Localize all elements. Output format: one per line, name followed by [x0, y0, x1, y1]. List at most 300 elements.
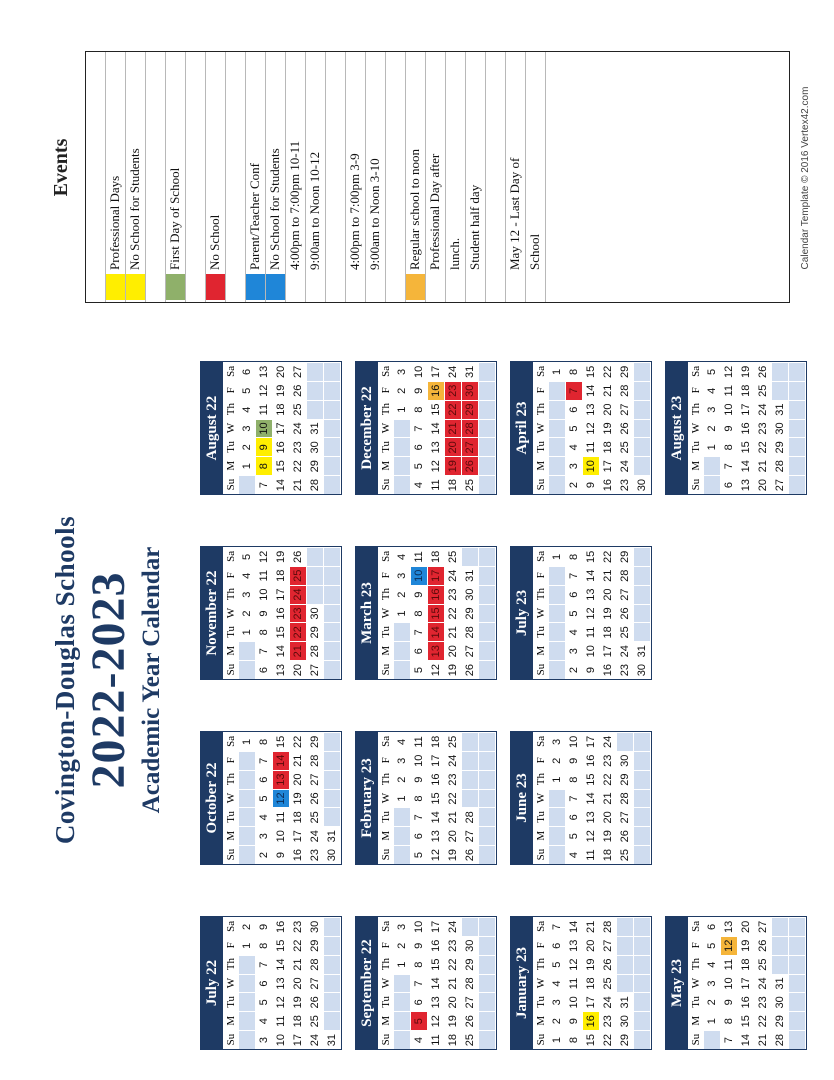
- empty-day-cell: [479, 732, 496, 751]
- day-cell: 7: [721, 456, 738, 475]
- weekday-label: Tu: [535, 995, 547, 1008]
- empty-day-cell: [462, 917, 479, 936]
- empty-day-cell: [634, 456, 651, 475]
- day-cell: 25: [617, 622, 634, 641]
- day-cell: 9: [411, 585, 428, 604]
- empty-day-cell: [549, 456, 566, 475]
- empty-day-cell: [239, 751, 256, 770]
- day-cell: 11: [428, 1030, 445, 1049]
- empty-day-cell: [479, 622, 496, 641]
- day-cell: 12: [721, 936, 738, 955]
- empty-day-cell: [394, 1011, 411, 1030]
- day-cell: 26: [617, 604, 634, 623]
- month-calendar: [510, 546, 652, 680]
- weekday-label: Th: [690, 958, 702, 971]
- empty-day-cell: [549, 622, 566, 641]
- day-cell: 24: [600, 992, 617, 1011]
- event-row: [366, 52, 386, 302]
- empty-day-cell: [549, 660, 566, 679]
- empty-day-cell: [772, 936, 789, 955]
- day-cell: 11: [428, 475, 445, 494]
- day-cell: 4: [411, 475, 428, 494]
- day-cell: 24: [445, 751, 462, 770]
- weekday-label: Tu: [535, 810, 547, 823]
- day-cell: 21: [445, 419, 462, 438]
- event-label: First Day of School: [167, 167, 182, 270]
- empty-day-cell: [239, 660, 256, 679]
- day-cell: 25: [307, 807, 324, 826]
- event-row: [126, 52, 146, 302]
- day-cell: 14: [583, 381, 600, 400]
- day-cell: 9: [256, 917, 273, 936]
- empty-day-cell: [479, 547, 496, 566]
- empty-day-cell: [634, 381, 651, 400]
- day-cell: 21: [290, 641, 307, 660]
- empty-day-cell: [394, 641, 411, 660]
- empty-day-cell: [324, 660, 341, 679]
- empty-day-cell: [462, 547, 479, 566]
- day-cell: 1: [549, 547, 566, 566]
- weekday-label: F: [380, 572, 392, 579]
- weekday-label: Th: [535, 773, 547, 786]
- day-cell: 29: [462, 955, 479, 974]
- day-cell: 3: [256, 1030, 273, 1049]
- day-cell: 29: [462, 604, 479, 623]
- event-label: 9:00am to Noon 3-10: [367, 158, 382, 270]
- day-cell: 30: [307, 917, 324, 936]
- day-cell: 20: [445, 826, 462, 845]
- day-cell: 28: [462, 807, 479, 826]
- day-cell: 3: [239, 419, 256, 438]
- day-cell: 8: [411, 955, 428, 974]
- day-cell: 10: [721, 400, 738, 419]
- month-calendar: [665, 916, 807, 1050]
- empty-day-cell: [479, 1011, 496, 1030]
- day-cell: 12: [428, 456, 445, 475]
- week-row: [290, 917, 307, 1049]
- month-title: September 22: [356, 917, 378, 1049]
- day-cell: 23: [445, 770, 462, 789]
- day-cell: 17: [600, 641, 617, 660]
- day-cell: 23: [445, 936, 462, 955]
- day-cell: 10: [256, 585, 273, 604]
- empty-day-cell: [324, 732, 341, 751]
- weekday-label: W: [225, 792, 237, 804]
- event-row: [146, 52, 166, 302]
- empty-day-cell: [479, 362, 496, 381]
- day-cell: 19: [583, 955, 600, 974]
- day-cell: 11: [583, 622, 600, 641]
- day-cell: 29: [617, 1030, 634, 1049]
- empty-day-cell: [324, 585, 341, 604]
- day-cell: 18: [738, 381, 755, 400]
- empty-day-cell: [479, 974, 496, 993]
- day-cell: 15: [583, 547, 600, 566]
- day-cell: 12: [256, 547, 273, 566]
- empty-day-cell: [549, 475, 566, 494]
- weekday-label: Su: [225, 848, 237, 861]
- empty-day-cell: [324, 1011, 341, 1030]
- month-title: February 23: [356, 732, 378, 864]
- week-row: [634, 547, 651, 679]
- day-cell: 21: [755, 1030, 772, 1049]
- day-cell: 10: [566, 992, 583, 1011]
- month-calendar: [200, 361, 342, 495]
- event-row: [106, 52, 126, 302]
- empty-day-cell: [394, 1030, 411, 1049]
- event-row: [486, 52, 506, 302]
- day-cell: 21: [600, 381, 617, 400]
- day-cell: 29: [617, 362, 634, 381]
- empty-day-cell: [479, 660, 496, 679]
- day-cell: 22: [290, 456, 307, 475]
- day-cell: 26: [462, 845, 479, 864]
- week-row: [617, 732, 634, 864]
- weekday-label: M: [225, 460, 237, 471]
- day-cell: 30: [307, 437, 324, 456]
- empty-day-cell: [324, 604, 341, 623]
- week-row: [704, 362, 721, 494]
- day-cell: 26: [755, 362, 772, 381]
- week-row: [307, 362, 324, 494]
- empty-day-cell: [479, 437, 496, 456]
- day-cell: 16: [273, 437, 290, 456]
- week-row: [721, 362, 738, 494]
- empty-day-cell: [634, 992, 651, 1011]
- empty-day-cell: [324, 992, 341, 1011]
- day-cell: 6: [256, 770, 273, 789]
- week-row: [239, 547, 256, 679]
- empty-day-cell: [549, 585, 566, 604]
- week-row: [428, 547, 445, 679]
- day-cell: 19: [273, 381, 290, 400]
- month-calendar: [355, 731, 497, 865]
- event-row: [346, 52, 366, 302]
- day-cell: 19: [738, 936, 755, 955]
- empty-day-cell: [239, 992, 256, 1011]
- day-cell: 3: [549, 992, 566, 1011]
- event-color-swatch: [206, 274, 225, 300]
- week-row: [772, 362, 789, 494]
- week-row: [256, 917, 273, 1049]
- day-cell: 14: [428, 419, 445, 438]
- event-row: [226, 52, 246, 302]
- empty-day-cell: [634, 751, 651, 770]
- day-cell: 17: [738, 400, 755, 419]
- day-cell: 20: [600, 585, 617, 604]
- day-cell: 14: [583, 566, 600, 585]
- weekday-label: W: [535, 977, 547, 989]
- week-row: [583, 917, 600, 1049]
- day-cell: 25: [755, 955, 772, 974]
- day-cell: 15: [273, 456, 290, 475]
- event-row: [466, 52, 486, 302]
- day-cell: 9: [411, 770, 428, 789]
- day-cell: 5: [411, 660, 428, 679]
- day-cell: 6: [256, 660, 273, 679]
- empty-day-cell: [324, 955, 341, 974]
- title-block: [50, 300, 166, 1060]
- day-cell: 7: [566, 789, 583, 808]
- day-cell: 16: [583, 751, 600, 770]
- week-row: [704, 917, 721, 1049]
- day-cell: 23: [307, 845, 324, 864]
- empty-day-cell: [394, 419, 411, 438]
- day-cell: 28: [462, 622, 479, 641]
- day-cell: 29: [307, 622, 324, 641]
- empty-day-cell: [394, 826, 411, 845]
- day-cell: 17: [273, 585, 290, 604]
- weekday-label: Th: [535, 403, 547, 416]
- day-cell: 13: [256, 362, 273, 381]
- day-cell: 1: [704, 1011, 721, 1030]
- weekday-label: M: [225, 830, 237, 841]
- empty-day-cell: [462, 789, 479, 808]
- day-cell: 28: [307, 751, 324, 770]
- day-cell: 8: [256, 622, 273, 641]
- day-cell: 19: [600, 826, 617, 845]
- day-cell: 27: [307, 770, 324, 789]
- month-calendar: [355, 916, 497, 1050]
- event-row: [186, 52, 206, 302]
- empty-day-cell: [307, 585, 324, 604]
- day-cell: 13: [721, 917, 738, 936]
- weekday-label: M: [535, 830, 547, 841]
- empty-day-cell: [479, 1030, 496, 1049]
- empty-day-cell: [549, 381, 566, 400]
- day-cell: 26: [462, 1011, 479, 1030]
- day-cell: 10: [566, 732, 583, 751]
- day-cell: 11: [256, 566, 273, 585]
- week-row: [394, 917, 411, 1049]
- month-calendar: [510, 731, 652, 865]
- weekday-header: [533, 547, 549, 679]
- day-cell: 28: [617, 566, 634, 585]
- event-label: Regular school to noon: [407, 149, 422, 270]
- day-cell: 10: [411, 917, 428, 936]
- day-cell: 17: [428, 566, 445, 585]
- week-row: [462, 732, 479, 864]
- day-cell: 3: [566, 456, 583, 475]
- empty-day-cell: [462, 732, 479, 751]
- day-cell: 24: [755, 400, 772, 419]
- day-cell: 12: [721, 362, 738, 381]
- empty-day-cell: [479, 381, 496, 400]
- weekday-label: Tu: [225, 995, 237, 1008]
- day-cell: 16: [428, 770, 445, 789]
- day-cell: 21: [290, 475, 307, 494]
- event-color-swatch: [246, 274, 265, 300]
- weekday-label: Th: [535, 588, 547, 601]
- empty-day-cell: [789, 419, 806, 438]
- day-cell: 4: [704, 955, 721, 974]
- empty-day-cell: [634, 547, 651, 566]
- day-cell: 12: [273, 789, 290, 808]
- day-cell: 7: [411, 622, 428, 641]
- empty-day-cell: [549, 566, 566, 585]
- day-cell: 22: [600, 362, 617, 381]
- day-cell: 2: [566, 660, 583, 679]
- day-cell: 30: [634, 475, 651, 494]
- empty-day-cell: [704, 456, 721, 475]
- empty-day-cell: [772, 381, 789, 400]
- day-cell: 4: [394, 732, 411, 751]
- day-cell: 20: [290, 974, 307, 993]
- day-cell: 21: [600, 789, 617, 808]
- empty-day-cell: [634, 1011, 651, 1030]
- empty-day-cell: [634, 807, 651, 826]
- week-row: [428, 732, 445, 864]
- day-cell: 22: [445, 400, 462, 419]
- event-row: [266, 52, 286, 302]
- week-row: [479, 917, 496, 1049]
- day-cell: 4: [704, 381, 721, 400]
- weekday-label: Th: [690, 403, 702, 416]
- week-row: [462, 547, 479, 679]
- day-cell: 19: [600, 419, 617, 438]
- day-cell: 15: [738, 437, 755, 456]
- day-cell: 9: [721, 419, 738, 438]
- weekday-label: M: [380, 645, 392, 656]
- day-cell: 4: [239, 400, 256, 419]
- day-cell: 6: [411, 992, 428, 1011]
- day-cell: 12: [256, 381, 273, 400]
- empty-day-cell: [634, 770, 651, 789]
- empty-day-cell: [634, 936, 651, 955]
- event-color-swatch: [126, 274, 145, 300]
- day-cell: 31: [772, 974, 789, 993]
- event-row: [526, 52, 546, 302]
- day-cell: 22: [755, 1011, 772, 1030]
- day-cell: 14: [738, 1030, 755, 1049]
- week-row: [239, 917, 256, 1049]
- day-cell: 21: [600, 566, 617, 585]
- day-cell: 31: [462, 362, 479, 381]
- weekday-label: F: [535, 942, 547, 949]
- day-cell: 21: [290, 751, 307, 770]
- weekday-label: Su: [380, 848, 392, 861]
- event-color-swatch: [406, 274, 425, 300]
- empty-day-cell: [394, 456, 411, 475]
- event-row: [326, 52, 346, 302]
- day-cell: 6: [411, 641, 428, 660]
- school-name: Covington-Douglas Schools: [50, 515, 80, 845]
- day-cell: 17: [428, 362, 445, 381]
- day-cell: 14: [566, 917, 583, 936]
- day-cell: 15: [428, 789, 445, 808]
- week-row: [738, 917, 755, 1049]
- day-cell: 15: [273, 622, 290, 641]
- weekday-header: [378, 547, 394, 679]
- day-cell: 27: [617, 400, 634, 419]
- week-row: [634, 362, 651, 494]
- day-cell: 7: [566, 381, 583, 400]
- day-cell: 14: [273, 475, 290, 494]
- weekday-header: [533, 732, 549, 864]
- day-cell: 16: [600, 660, 617, 679]
- day-cell: 18: [445, 1030, 462, 1049]
- day-cell: 29: [617, 547, 634, 566]
- day-cell: 10: [273, 826, 290, 845]
- empty-day-cell: [617, 936, 634, 955]
- weekday-label: Sa: [535, 735, 547, 747]
- week-row: [411, 362, 428, 494]
- day-cell: 13: [273, 974, 290, 993]
- day-cell: 14: [428, 622, 445, 641]
- weekday-label: Sa: [225, 365, 237, 377]
- event-color-swatch: [106, 274, 125, 300]
- empty-day-cell: [549, 419, 566, 438]
- weekday-header: [223, 362, 239, 494]
- day-cell: 10: [411, 566, 428, 585]
- day-cell: 19: [738, 362, 755, 381]
- day-cell: 15: [583, 770, 600, 789]
- week-row: [324, 547, 341, 679]
- day-cell: 3: [549, 732, 566, 751]
- day-cell: 5: [256, 992, 273, 1011]
- day-cell: 31: [324, 826, 341, 845]
- weekday-label: M: [690, 460, 702, 471]
- week-row: [634, 917, 651, 1049]
- empty-day-cell: [789, 992, 806, 1011]
- day-cell: 9: [411, 381, 428, 400]
- day-cell: 1: [394, 400, 411, 419]
- day-cell: 25: [307, 1011, 324, 1030]
- month-calendar: [355, 546, 497, 680]
- empty-day-cell: [789, 475, 806, 494]
- weekday-label: Th: [225, 958, 237, 971]
- day-cell: 1: [704, 437, 721, 456]
- empty-day-cell: [324, 770, 341, 789]
- empty-day-cell: [634, 362, 651, 381]
- weekday-label: Tu: [690, 995, 702, 1008]
- day-cell: 7: [549, 917, 566, 936]
- day-cell: 17: [428, 917, 445, 936]
- day-cell: 2: [256, 845, 273, 864]
- event-row: [426, 52, 446, 302]
- empty-day-cell: [324, 917, 341, 936]
- empty-day-cell: [634, 955, 651, 974]
- day-cell: 11: [583, 845, 600, 864]
- day-cell: 15: [428, 400, 445, 419]
- week-row: [600, 547, 617, 679]
- day-cell: 3: [394, 566, 411, 585]
- day-cell: 1: [394, 604, 411, 623]
- day-cell: 17: [583, 732, 600, 751]
- day-cell: 28: [307, 955, 324, 974]
- day-cell: 12: [583, 826, 600, 845]
- weekday-header: [688, 917, 704, 1049]
- weekday-label: W: [380, 422, 392, 434]
- weekday-label: Sa: [380, 550, 392, 562]
- day-cell: 8: [256, 456, 273, 475]
- day-cell: 24: [445, 917, 462, 936]
- event-row: [446, 52, 466, 302]
- empty-day-cell: [617, 955, 634, 974]
- day-cell: 26: [600, 955, 617, 974]
- day-cell: 2: [704, 992, 721, 1011]
- empty-day-cell: [479, 917, 496, 936]
- month-title: November 22: [201, 547, 223, 679]
- day-cell: 27: [617, 585, 634, 604]
- event-label: No School: [207, 214, 222, 270]
- empty-day-cell: [394, 845, 411, 864]
- empty-day-cell: [324, 751, 341, 770]
- month-title: April 23: [511, 362, 533, 494]
- day-cell: 21: [445, 622, 462, 641]
- day-cell: 23: [290, 604, 307, 623]
- day-cell: 28: [617, 381, 634, 400]
